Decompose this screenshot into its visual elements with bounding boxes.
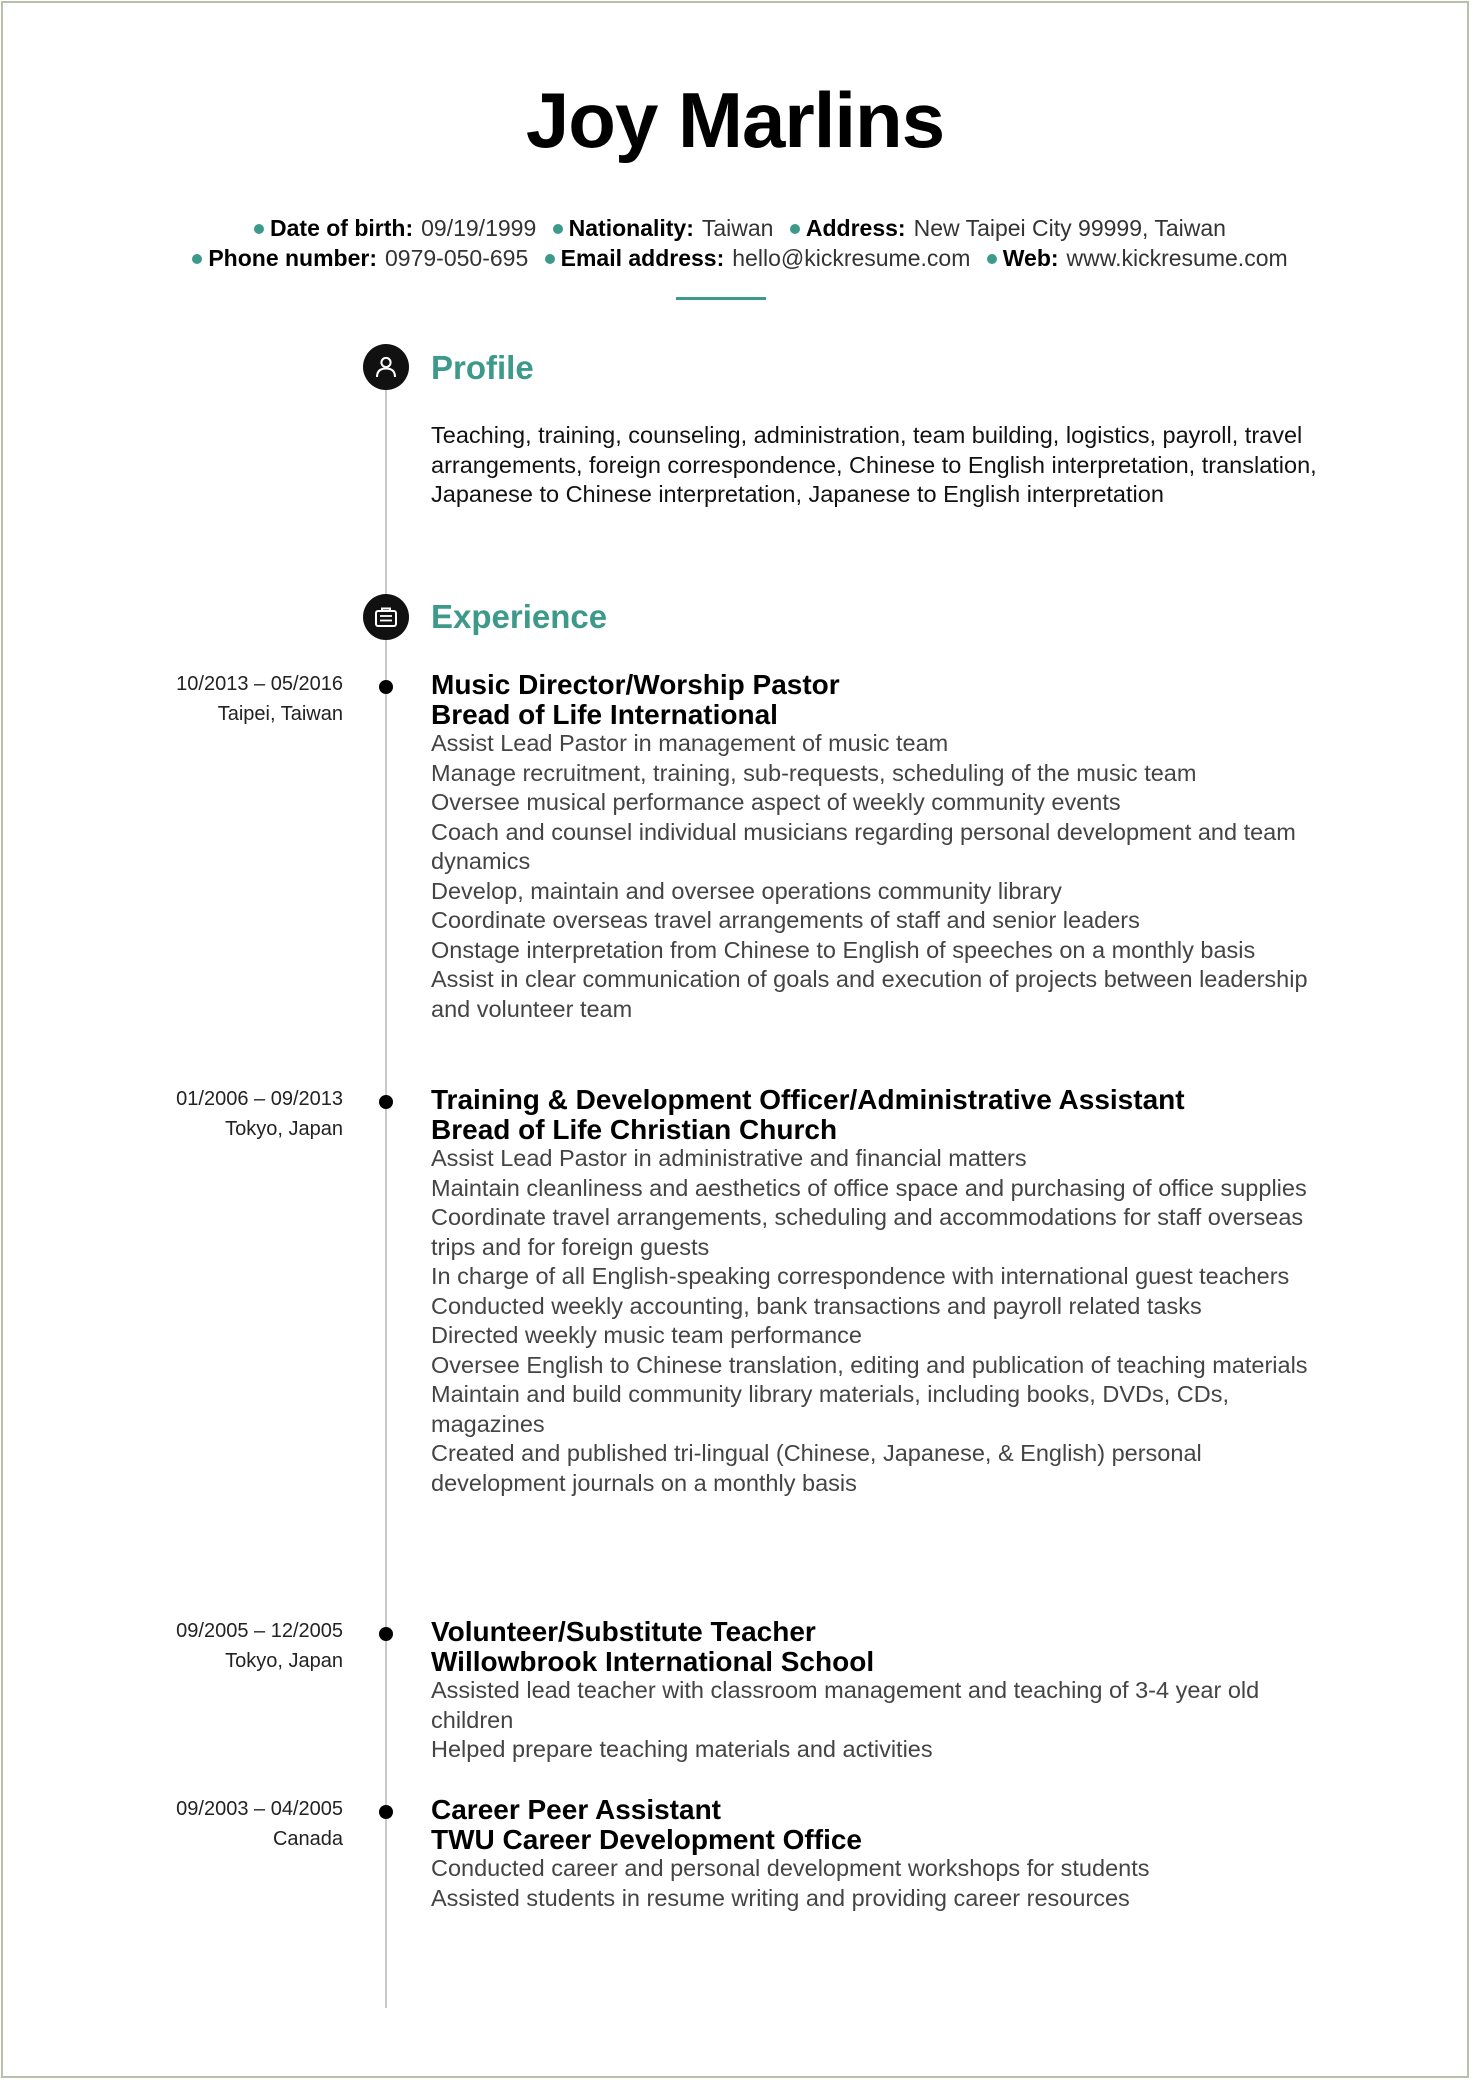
contact-label: Nationality: (568, 215, 694, 241)
list-item: Oversee musical performance aspect of weekly community events (431, 789, 1121, 815)
job-body (431, 1085, 1331, 1498)
job-organization: Willowbrook International School (431, 1646, 875, 1677)
list-item: Created and published tri-lingual (Chinese, Japanese, & English) personal development journals on a monthly basis (431, 1440, 1202, 1496)
job-location: Tokyo, Japan (225, 1118, 343, 1140)
list-item: Conducted career and personal development workshops for students (431, 1855, 1150, 1881)
job-title: Career Peer Assistant (431, 1794, 722, 1825)
contact-line-2 (3, 243, 1467, 273)
job-duties (431, 1854, 1331, 1913)
contact-line-1 (3, 213, 1467, 243)
profile-text: Teaching, training, counseling, administration, team building, logistics, payroll, travel arrangements, foreign correspondence, Chinese to English interpretation, translation, Japanese to Chinese interpretation, Japanese to English interpretation (431, 422, 1317, 507)
bullet-dot (987, 254, 997, 264)
bullet-dot (545, 254, 555, 264)
contact-item-phone (182, 245, 528, 271)
list-item: Coach and counsel individual musicians regarding personal development and team dynamics (431, 818, 1296, 874)
resume-page (1, 1, 1469, 2078)
list-item: Coordinate travel arrangements, scheduling and accommodations for staff overseas trips and for foreign guests (431, 1204, 1304, 1260)
list-item: Assisted lead teacher with classroom management and teaching of 3-4 year old children (431, 1677, 1260, 1733)
candidate-name: Joy Marlins (525, 76, 945, 164)
profile-heading: Profile (431, 349, 534, 386)
job-title: Training & Development Officer/Administrative Assistant (431, 1084, 1185, 1115)
person-icon (363, 344, 409, 390)
job-title: Volunteer/Substitute Teacher (431, 1616, 816, 1647)
contact-label: Date of birth: (270, 215, 414, 241)
list-item: Conducted weekly accounting, bank transactions and payroll related tasks (431, 1292, 1202, 1319)
job-organization: Bread of Life International (431, 699, 778, 730)
list-item: Helped prepare teaching materials and activities (431, 1736, 933, 1762)
job-body (431, 1617, 1331, 1765)
contact-value: 09/19/1999 (421, 215, 537, 241)
list-item: Directed weekly music team performance (431, 1322, 862, 1348)
job-body (431, 670, 1331, 1024)
contact-label: Email address: (560, 245, 725, 271)
list-item: Maintain cleanliness and aesthetics of office space and purchasing of office supplies (431, 1174, 1307, 1201)
job-dates: 10/2013 – 05/2016 (176, 673, 343, 695)
job-dates: 01/2006 – 09/2013 (176, 1088, 343, 1110)
contact-item-birth (244, 215, 536, 241)
contact-value: 0979-050-695 (385, 245, 529, 271)
job-dates: 09/2003 – 04/2005 (176, 1798, 343, 1820)
list-item: Manage recruitment, training, sub-requests, scheduling of the music team (431, 759, 1197, 786)
timeline-dot (379, 680, 393, 694)
contact-item-email (535, 245, 971, 271)
job-location: Canada (272, 1828, 343, 1850)
bullet-dot (192, 254, 202, 264)
header-divider (676, 297, 766, 300)
job-duties (431, 729, 1331, 1024)
web-link[interactable]: www.kickresume.com (1066, 245, 1288, 271)
contact-item-web (977, 245, 1288, 271)
job-body (431, 1795, 1331, 1913)
bullet-dot (553, 224, 563, 234)
job-title: Music Director/Worship Pastor (431, 669, 840, 700)
timeline-dot (379, 1095, 393, 1109)
contact-value: New Taipei City 99999, Taiwan (913, 215, 1226, 241)
experience-heading: Experience (431, 598, 608, 635)
list-item: Oversee English to Chinese translation, editing and publication of teaching materials (431, 1351, 1308, 1378)
list-item: In charge of all English-speaking correspondence with international guest teachers (431, 1263, 1290, 1289)
list-item: Assisted students in resume writing and providing career resources (431, 1884, 1130, 1911)
contact-label: Phone number: (208, 245, 377, 271)
contact-label: Address: (805, 215, 906, 241)
bullet-dot (254, 224, 264, 234)
email-link[interactable]: hello@kickresume.com (732, 245, 971, 271)
bullet-dot (790, 224, 800, 234)
list-item: Assist Lead Pastor in management of music team (431, 730, 949, 756)
list-item: Maintain and build community library materials, including books, DVDs, CDs, magazines (431, 1381, 1230, 1437)
list-item: Coordinate overseas travel arrangements of staff and senior leaders (431, 907, 1140, 933)
job-location: Tokyo, Japan (225, 1650, 343, 1672)
job-organization: Bread of Life Christian Church (431, 1114, 838, 1145)
list-item: Develop, maintain and oversee operations community library (431, 877, 1062, 904)
timeline-dot (379, 1805, 393, 1819)
job-duties (431, 1144, 1331, 1498)
list-item: Assist Lead Pastor in administrative and financial matters (431, 1145, 1027, 1171)
job-location: Taipei, Taiwan (217, 703, 343, 725)
job-organization: TWU Career Development Office (431, 1824, 862, 1855)
contact-label: Web: (1002, 245, 1059, 271)
briefcase-icon (363, 594, 409, 640)
job-dates: 09/2005 – 12/2005 (176, 1620, 343, 1642)
contact-item-nationality (543, 215, 774, 241)
contact-item-address (780, 215, 1226, 241)
list-item: Onstage interpretation from Chinese to English of speeches on a monthly basis (431, 936, 1256, 963)
contact-value: Taiwan (701, 215, 774, 241)
job-duties (431, 1676, 1331, 1765)
list-item: Assist in clear communication of goals and execution of projects between leadership and volunteer team (431, 966, 1308, 1022)
timeline-dot (379, 1627, 393, 1641)
